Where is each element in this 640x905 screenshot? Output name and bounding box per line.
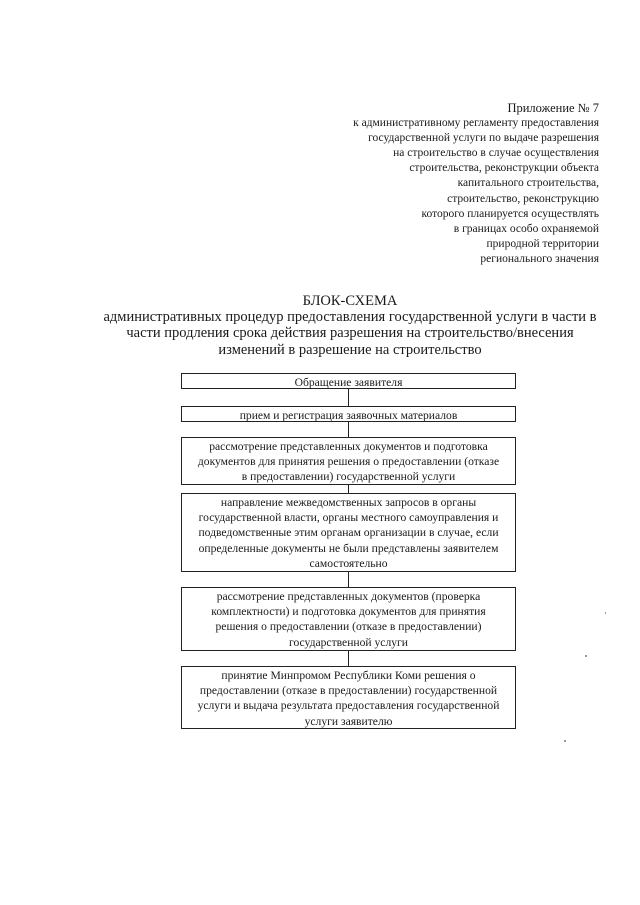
flow-step-completeness-check [181, 587, 516, 651]
flow-step-text: определенные документы не были представлены заявителем [198, 541, 499, 555]
flow-step-application [181, 373, 516, 389]
annex-line: природной территории [486, 237, 599, 250]
scan-speck [605, 612, 606, 614]
flow-connector [348, 485, 349, 493]
annex-line: капитального строительства, [457, 177, 599, 190]
annex-line: государственной услуги по выдаче разрешения [368, 132, 599, 145]
flow-connector [348, 572, 349, 587]
annex-line: в границах особо охраняемой [453, 222, 599, 235]
flow-step-text: рассмотрение представленных документов (проверка [216, 590, 481, 603]
flow-step-text: документов для принятия решения о предоставлении (отказе [197, 455, 500, 469]
annex-title: Приложение № 7 [507, 101, 599, 115]
heading-subtitle-line: части продления срока действия разрешения на строительство/внесения [126, 325, 574, 342]
flow-step-interagency-requests [181, 493, 516, 572]
flow-step-text: решения о предоставлении (отказе в предоставлении) [215, 620, 482, 634]
annex-line: которого планируется осуществлять [421, 207, 599, 220]
flow-step-text: направление межведомственных запросов в органы [220, 496, 477, 509]
flow-step-text: государственной услуги [288, 635, 408, 649]
flowchart [181, 373, 516, 729]
flow-step-text: комплектности) и подготовка документов для принятия [211, 605, 486, 619]
flow-step-text: услуги заявителю [304, 714, 393, 728]
flow-step-text: предоставлении (отказе в предоставлении) государственной [199, 684, 498, 698]
document-heading [95, 293, 605, 358]
flow-connector [348, 651, 349, 666]
flow-step-text: принятие Минпромом Республики Коми решения о [221, 669, 476, 682]
flow-step-document-review [181, 437, 516, 485]
flow-step-text: услуги и выдача результата предоставления государственной [197, 699, 500, 713]
annex-line: на строительство в случае осуществления [393, 147, 599, 160]
flow-step-registration [181, 406, 516, 422]
annex-header [269, 101, 599, 267]
heading-subtitle-line: административных процедур предоставления государственной услуги в части в [103, 309, 597, 326]
flow-step-text: подведомственные этим органам организации в случае, если [198, 526, 499, 540]
flow-step-text: в предоставлении) государственной услуги [241, 470, 456, 484]
flow-step-text: государственной власти, органы местного самоуправления и [198, 511, 499, 525]
heading-title: БЛОК-СХЕМА [302, 293, 398, 309]
scan-speck [585, 655, 587, 657]
flow-step-text: прием и регистрация заявочных материалов [239, 409, 458, 422]
heading-subtitle-line: изменений в разрешение на строительство [218, 341, 482, 358]
scan-speck [564, 740, 566, 742]
flow-step-text: рассмотрение представленных документов и подготовка [209, 440, 488, 453]
flow-step-decision [181, 666, 516, 729]
flow-connector [348, 422, 349, 437]
flow-step-text: самостоятельно [309, 556, 388, 570]
annex-line: к административному регламенту предоставления [353, 117, 599, 130]
flow-connector [348, 389, 349, 406]
annex-line: регионального значения [480, 252, 599, 265]
annex-line: строительство, реконструкцию [447, 192, 599, 205]
annex-line: строительства, реконструкции объекта [409, 162, 599, 175]
flow-step-text: Обращение заявителя [294, 376, 403, 389]
